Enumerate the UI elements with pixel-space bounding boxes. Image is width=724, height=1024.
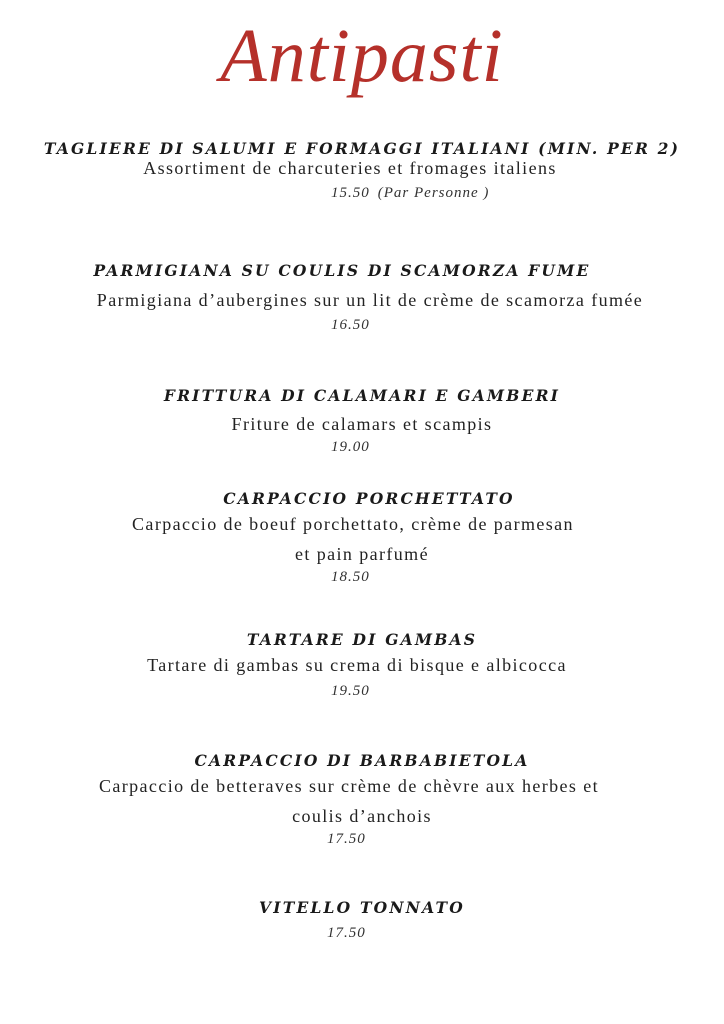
menu-item-name: CARPACCIO PORCHETTATO xyxy=(223,489,515,508)
menu-item-name: CARPACCIO DI BARBABIETOLA xyxy=(194,751,530,770)
menu-item-description: Tartare di gambas su crema di bisque e albicocca xyxy=(147,655,567,675)
menu-item-name: TAGLIERE DI SALUMI E FORMAGGI ITALIANI (MIN. PER 2) xyxy=(43,139,681,158)
price-note: (Par Personne ) xyxy=(377,185,490,201)
menu-item-description: Parmigiana d’aubergines sur un lit de crème de scamorza fumée xyxy=(96,290,644,310)
price-value: 15.50 xyxy=(331,185,370,201)
menu-item-price: 17.50 xyxy=(327,925,366,941)
menu-item-name: TARTARE DI GAMBAS xyxy=(246,630,478,649)
menu-item-price: 16.50 xyxy=(331,317,370,333)
menu-item-description: Friture de calamars et scampis xyxy=(231,414,493,434)
menu-item-description: coulis d’anchois xyxy=(292,806,432,826)
menu-item-description: Carpaccio de boeuf porchettato, crème de parmesan xyxy=(132,514,574,534)
menu-item-price: 19.00 xyxy=(331,439,370,455)
menu-title: Antipasti xyxy=(220,14,504,98)
menu-item-price: 19.50 xyxy=(331,683,370,699)
menu-item-description: Carpaccio de betteraves sur crème de chèvre aux herbes et xyxy=(98,776,600,796)
menu-item-price: 18.50 xyxy=(331,569,370,585)
menu-item-price xyxy=(331,185,489,202)
menu-item-name: PARMIGIANA SU COULIS DI SCAMORZA FUME xyxy=(93,261,591,280)
menu-item-description: et pain parfumé xyxy=(295,544,429,564)
menu-item-description: Assortiment de charcuteries et fromages italiens xyxy=(143,158,557,178)
menu-item-price: 17.50 xyxy=(327,831,366,847)
menu-item-name: VITELLO TONNATO xyxy=(259,898,465,917)
menu-item-name: FRITTURA DI CALAMARI E GAMBERI xyxy=(163,386,561,405)
